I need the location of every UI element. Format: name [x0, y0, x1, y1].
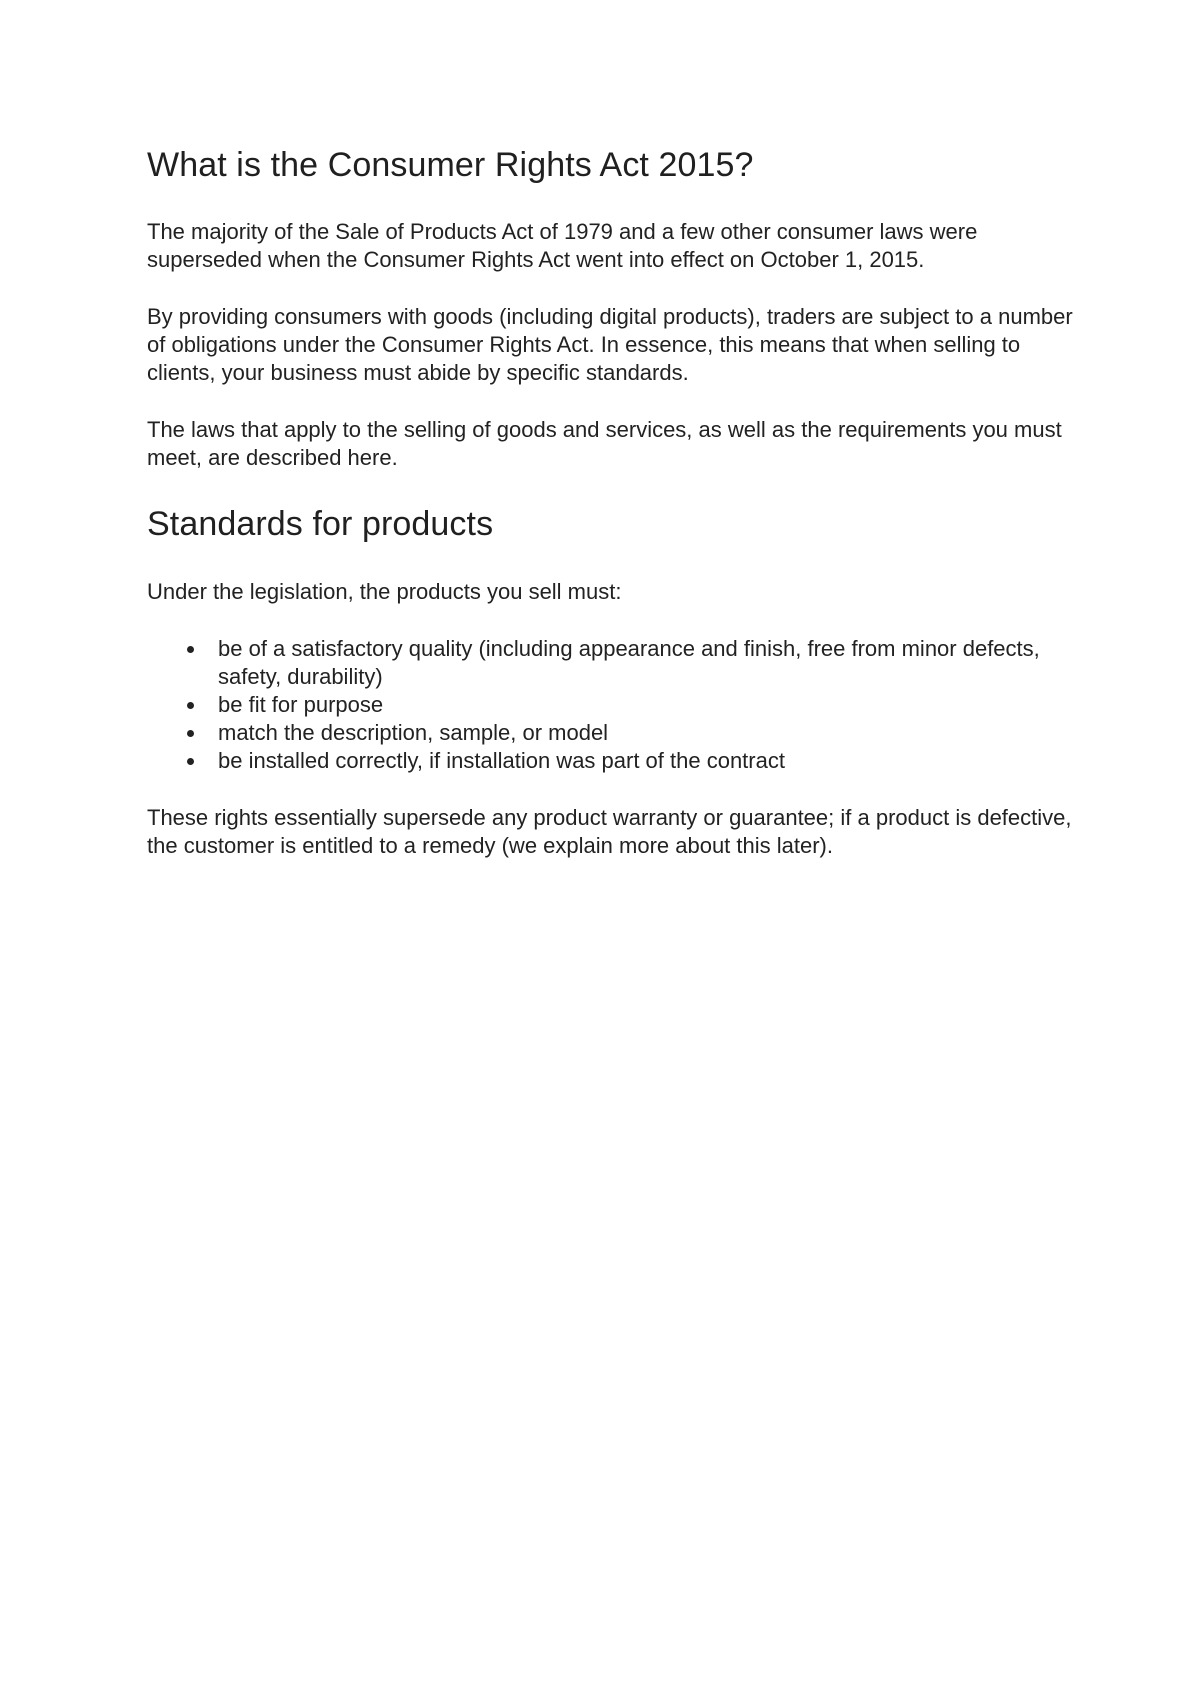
list-item-text: be installed correctly, if installation was part of the contract [218, 748, 785, 773]
paragraph-act-introduction: The majority of the Sale of Products Act of 1979 and a few other consumer laws were superseded when the Consumer Rights Act went into effect on October 1, 2015. [147, 219, 978, 272]
list-item-text: match the description, sample, or model [218, 720, 609, 745]
paragraph-trader-obligations: By providing consumers with goods (including digital products), traders are subject to a number of obligations under the Consumer Rights Act. In essence, this means that when selling to clients, your business must abide by specific standards. [147, 304, 1073, 385]
bullet-icon [187, 702, 194, 709]
bullet-icon [187, 730, 194, 737]
list-item-text: be of a satisfactory quality (including appearance and finish, free from minor defects, safety, durability) [218, 636, 1040, 689]
list-item [147, 691, 1082, 719]
product-standards-list [147, 635, 1082, 775]
paragraph-legislation-intro: Under the legislation, the products you sell must: [147, 579, 622, 604]
bullet-icon [187, 758, 194, 765]
paragraph-rights-supersede-warranty: These rights essentially supersede any product warranty or guarantee; if a product is defective, the customer is entitled to a remedy (we explain more about this later). [147, 805, 1072, 858]
section-heading-consumer-rights-act: What is the Consumer Rights Act 2015? [147, 146, 754, 184]
list-item [147, 719, 1082, 747]
bullet-icon [187, 646, 194, 653]
paragraph-laws-described: The laws that apply to the selling of goods and services, as well as the requirements you must meet, are described here. [147, 417, 1062, 470]
list-item-text: be fit for purpose [218, 692, 384, 717]
section-heading-standards-for-products: Standards for products [147, 505, 494, 543]
document-page [147, 145, 1082, 860]
list-item [147, 747, 1082, 775]
list-item [147, 635, 1082, 691]
